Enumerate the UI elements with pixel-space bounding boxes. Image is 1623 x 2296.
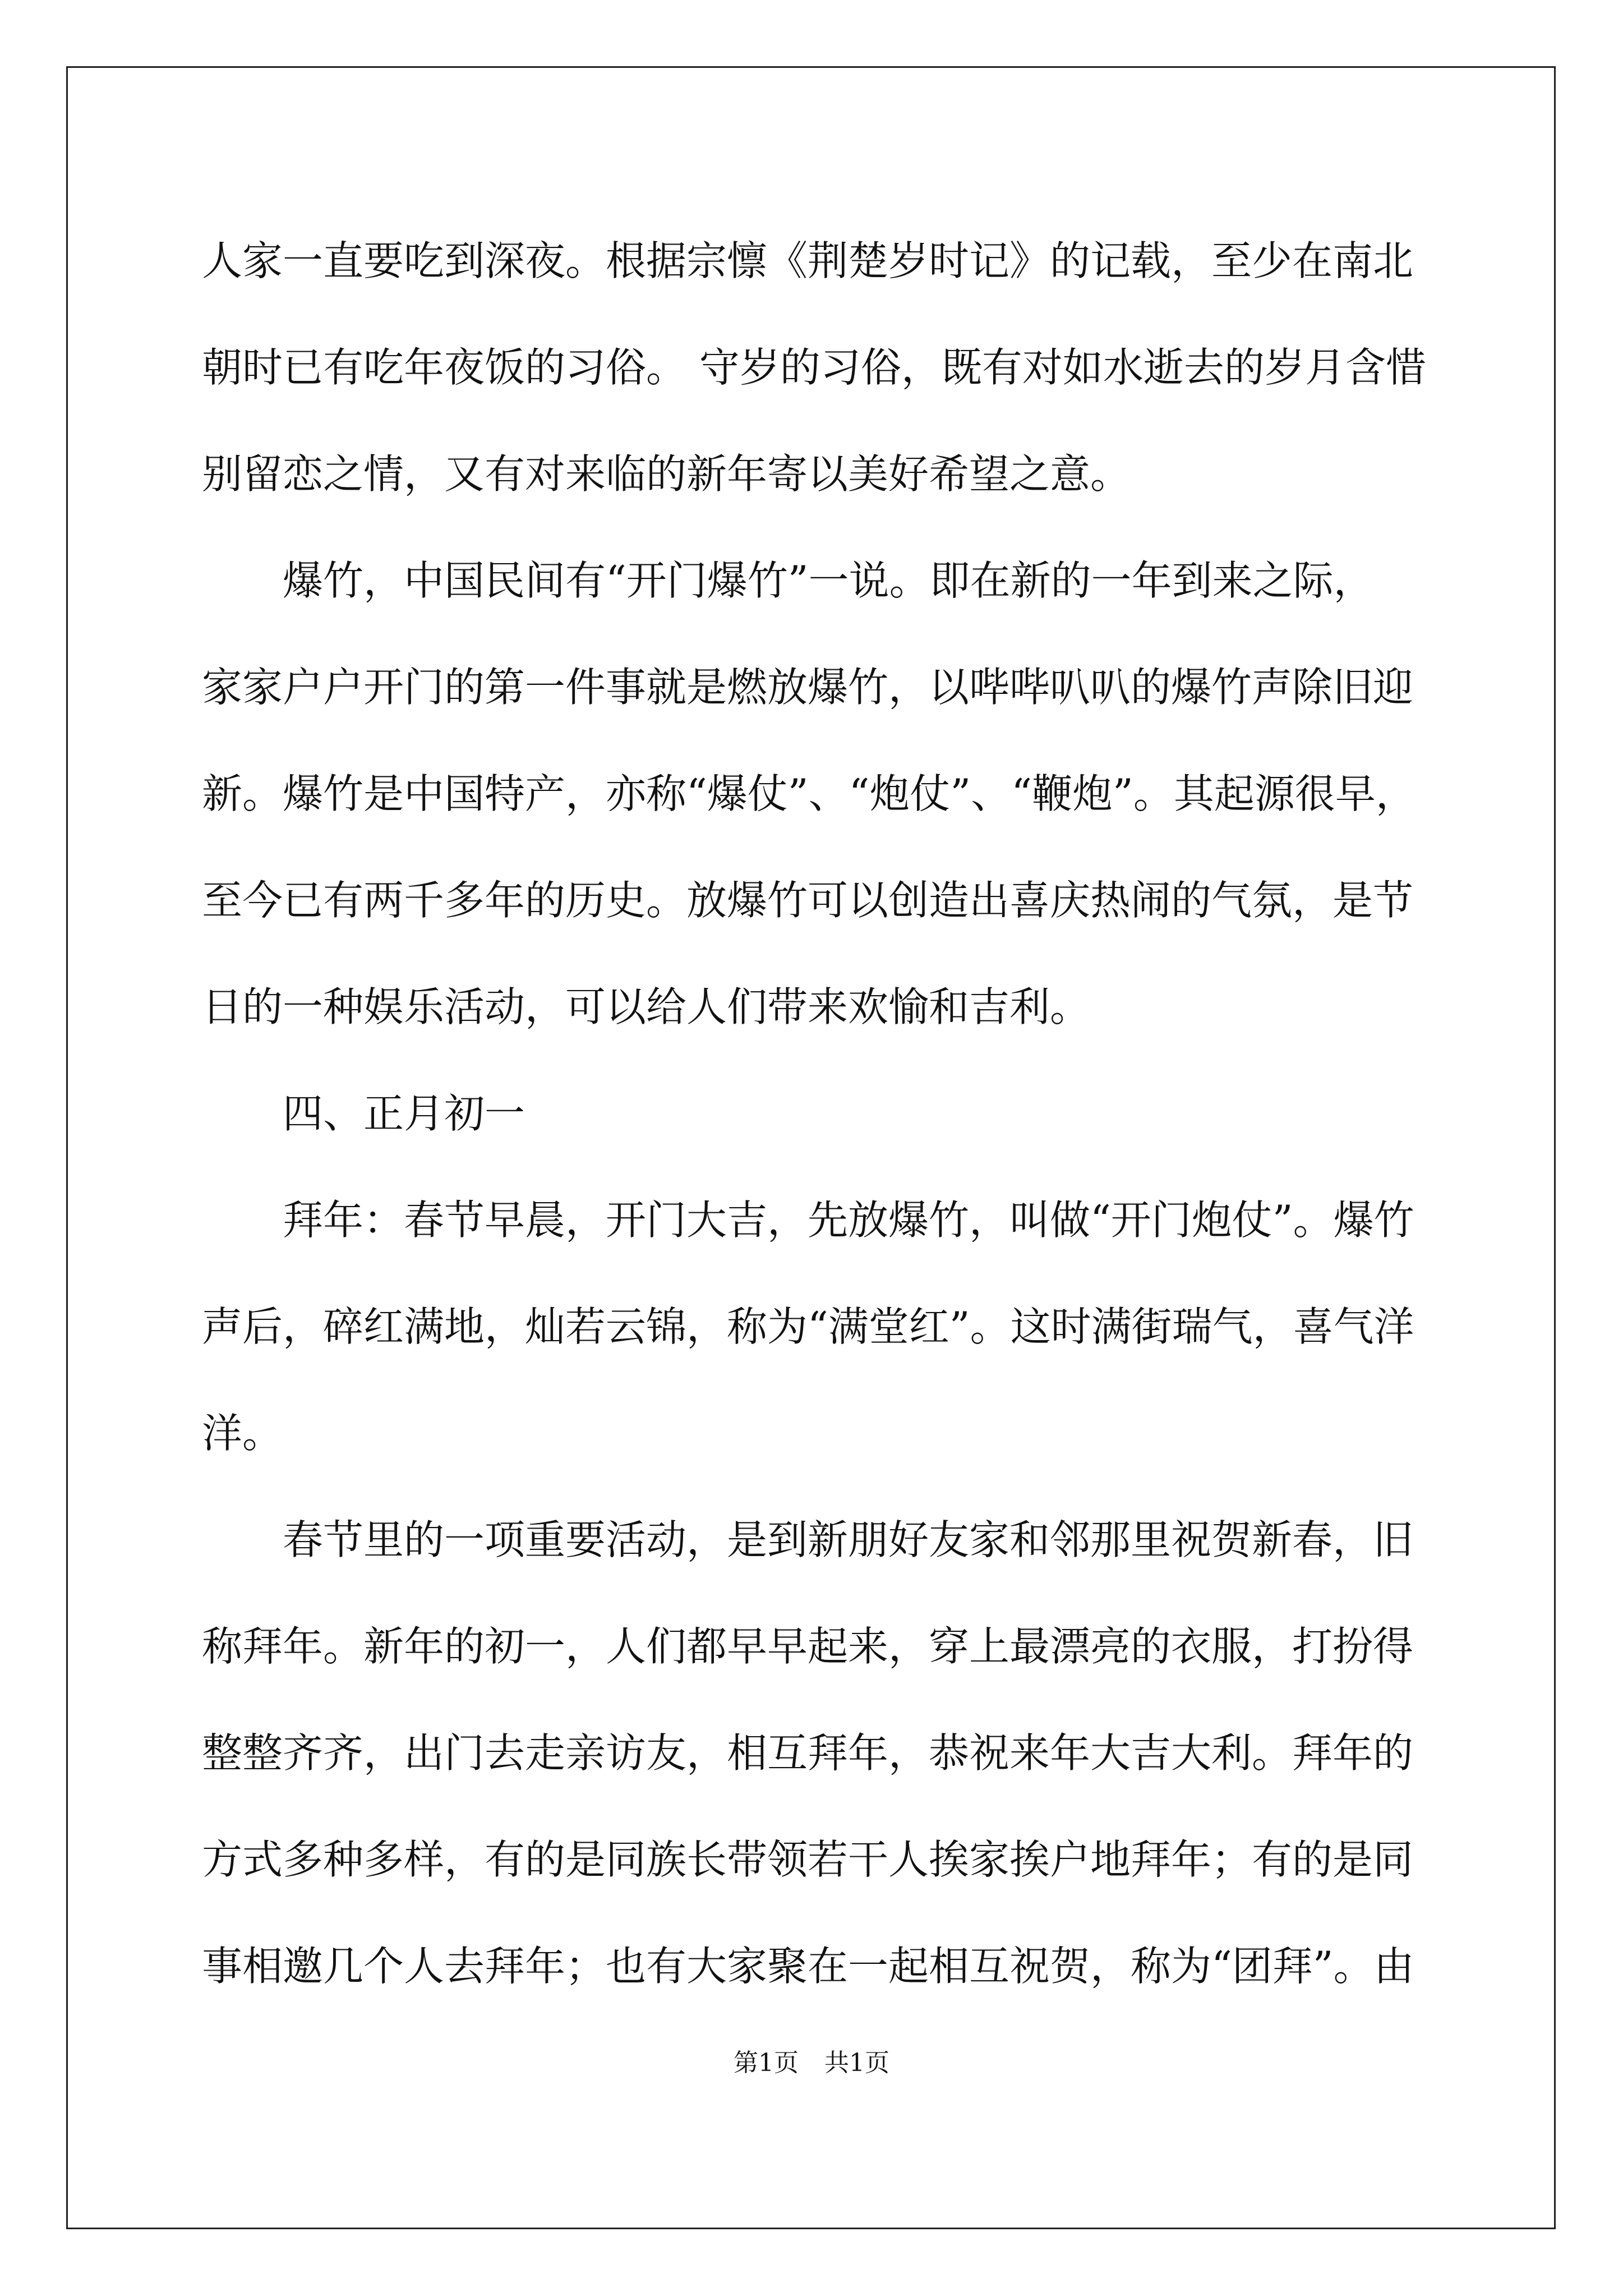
- page-footer: [0, 2046, 1623, 2080]
- page-total: 共1页: [824, 2049, 889, 2077]
- text-line: 家家户户开门的第一件事就是燃放爆竹，以哔哔叭叭的爆竹声除旧迎: [202, 664, 1414, 711]
- text-line: 别留恋之情，又有对来临的新年寄以美好希望之意。: [202, 450, 1131, 498]
- text-line: 称拜年。新年的初一，人们都早早起来，穿上最漂亮的衣服，打扮得: [202, 1623, 1414, 1670]
- text-line: 朝时已有吃年夜饭的习俗。 守岁的习俗，既有对如水逝去的岁月含惜: [202, 344, 1426, 391]
- text-line: 拜年：春节早晨，开门大吉，先放爆竹，叫做“开门炮仗”。爆竹: [283, 1197, 1414, 1244]
- text-line: 爆竹，中国民间有“开门爆竹”一说。即在新的一年到来之际，: [283, 557, 1374, 604]
- document-body: [202, 208, 1424, 2019]
- text-line: 人家一直要吃到深夜。根据宗懔《荆楚岁时记》的记载，至少在南北: [202, 237, 1414, 284]
- text-line: 日的一种娱乐活动，可以给人们带来欢愉和吉利。: [202, 983, 1091, 1030]
- text-line: 整整齐齐，出门去走亲访友，相互拜年，恭祝来年大吉大利。拜年的: [202, 1729, 1414, 1777]
- page-number: 第1页: [734, 2049, 799, 2077]
- text-line: 洋。: [202, 1410, 283, 1457]
- section-heading: 四、正月初一: [283, 1090, 525, 1137]
- text-line: 春节里的一项重要活动，是到新朋好友家和邻那里祝贺新春，旧: [283, 1516, 1414, 1563]
- text-line: 事相邀几个人去拜年；也有大家聚在一起相互祝贺，称为“团拜”。由: [202, 1943, 1414, 1990]
- text-line: 声后，碎红满地，灿若云锦，称为“满堂红”。这时满街瑞气，喜气洋: [202, 1303, 1414, 1350]
- text-line: 方式多种多样，有的是同族长带领若干人挨家挨户地拜年；有的是同: [202, 1836, 1414, 1883]
- text-line: 至今已有两千多年的历史。放爆竹可以创造出喜庆热闹的气氛，是节: [202, 877, 1414, 924]
- text-line: 新。爆竹是中国特产，亦称“爆仗”、“炮仗”、“鞭炮”。其起源很早，: [202, 770, 1416, 817]
